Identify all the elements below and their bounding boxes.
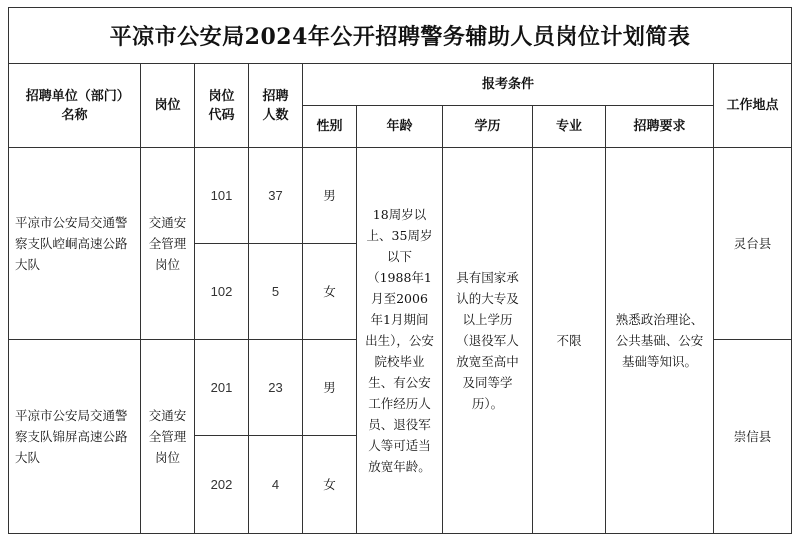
header-code: 岗位代码 xyxy=(195,64,249,148)
work-location-cell: 灵台县 xyxy=(714,148,792,340)
header-post: 岗位 xyxy=(141,64,195,148)
post-code-cell: 102 xyxy=(195,244,249,340)
recruitment-requirement-cell: 熟悉政治理论、公共基础、公安基础等知识。 xyxy=(606,148,714,534)
header-requirement: 招聘要求 xyxy=(606,106,714,148)
unit-name-cell: 平凉市公安局交通警察支队崆峒高速公路大队 xyxy=(9,148,141,340)
recruitment-plan-sheet xyxy=(8,7,791,532)
education-requirement-cell: 具有国家承认的大专及以上学历（退役军人放宽至高中及同等学历）。 xyxy=(443,148,533,534)
post-cell: 交通安全管理岗位 xyxy=(141,340,195,534)
header-gender: 性别 xyxy=(303,106,357,148)
header-major: 专业 xyxy=(533,106,606,148)
age-requirement-cell: 18周岁以上、35周岁以下（1988年1月至2006年1月期间出生），公安院校毕业生、有公安工作经历人员、退役军人等可适当放宽年龄。 xyxy=(357,148,443,534)
gender-cell: 男 xyxy=(303,340,357,436)
work-location-cell: 崇信县 xyxy=(714,340,792,534)
post-code-cell: 101 xyxy=(195,148,249,244)
post-cell: 交通安全管理岗位 xyxy=(141,148,195,340)
table-title: 平凉市公安局2024年公开招聘警务辅助人员岗位计划简表 xyxy=(9,8,792,64)
recruit-count-cell: 37 xyxy=(249,148,303,244)
recruit-count-cell: 4 xyxy=(249,436,303,534)
header-count: 招聘人数 xyxy=(249,64,303,148)
recruitment-plan-table xyxy=(8,7,792,534)
post-code-cell: 202 xyxy=(195,436,249,534)
header-unit: 招聘单位（部门）名称 xyxy=(9,64,141,148)
unit-name-cell: 平凉市公安局交通警察支队锦屏高速公路大队 xyxy=(9,340,141,534)
header-age: 年龄 xyxy=(357,106,443,148)
recruit-count-cell: 5 xyxy=(249,244,303,340)
post-code-cell: 201 xyxy=(195,340,249,436)
header-education: 学历 xyxy=(443,106,533,148)
header-conditions: 报考条件 xyxy=(303,64,714,106)
header-location: 工作地点 xyxy=(714,64,792,148)
recruit-count-cell: 23 xyxy=(249,340,303,436)
table-row xyxy=(9,148,792,244)
gender-cell: 女 xyxy=(303,436,357,534)
gender-cell: 男 xyxy=(303,148,357,244)
gender-cell: 女 xyxy=(303,244,357,340)
major-cell: 不限 xyxy=(533,148,606,534)
